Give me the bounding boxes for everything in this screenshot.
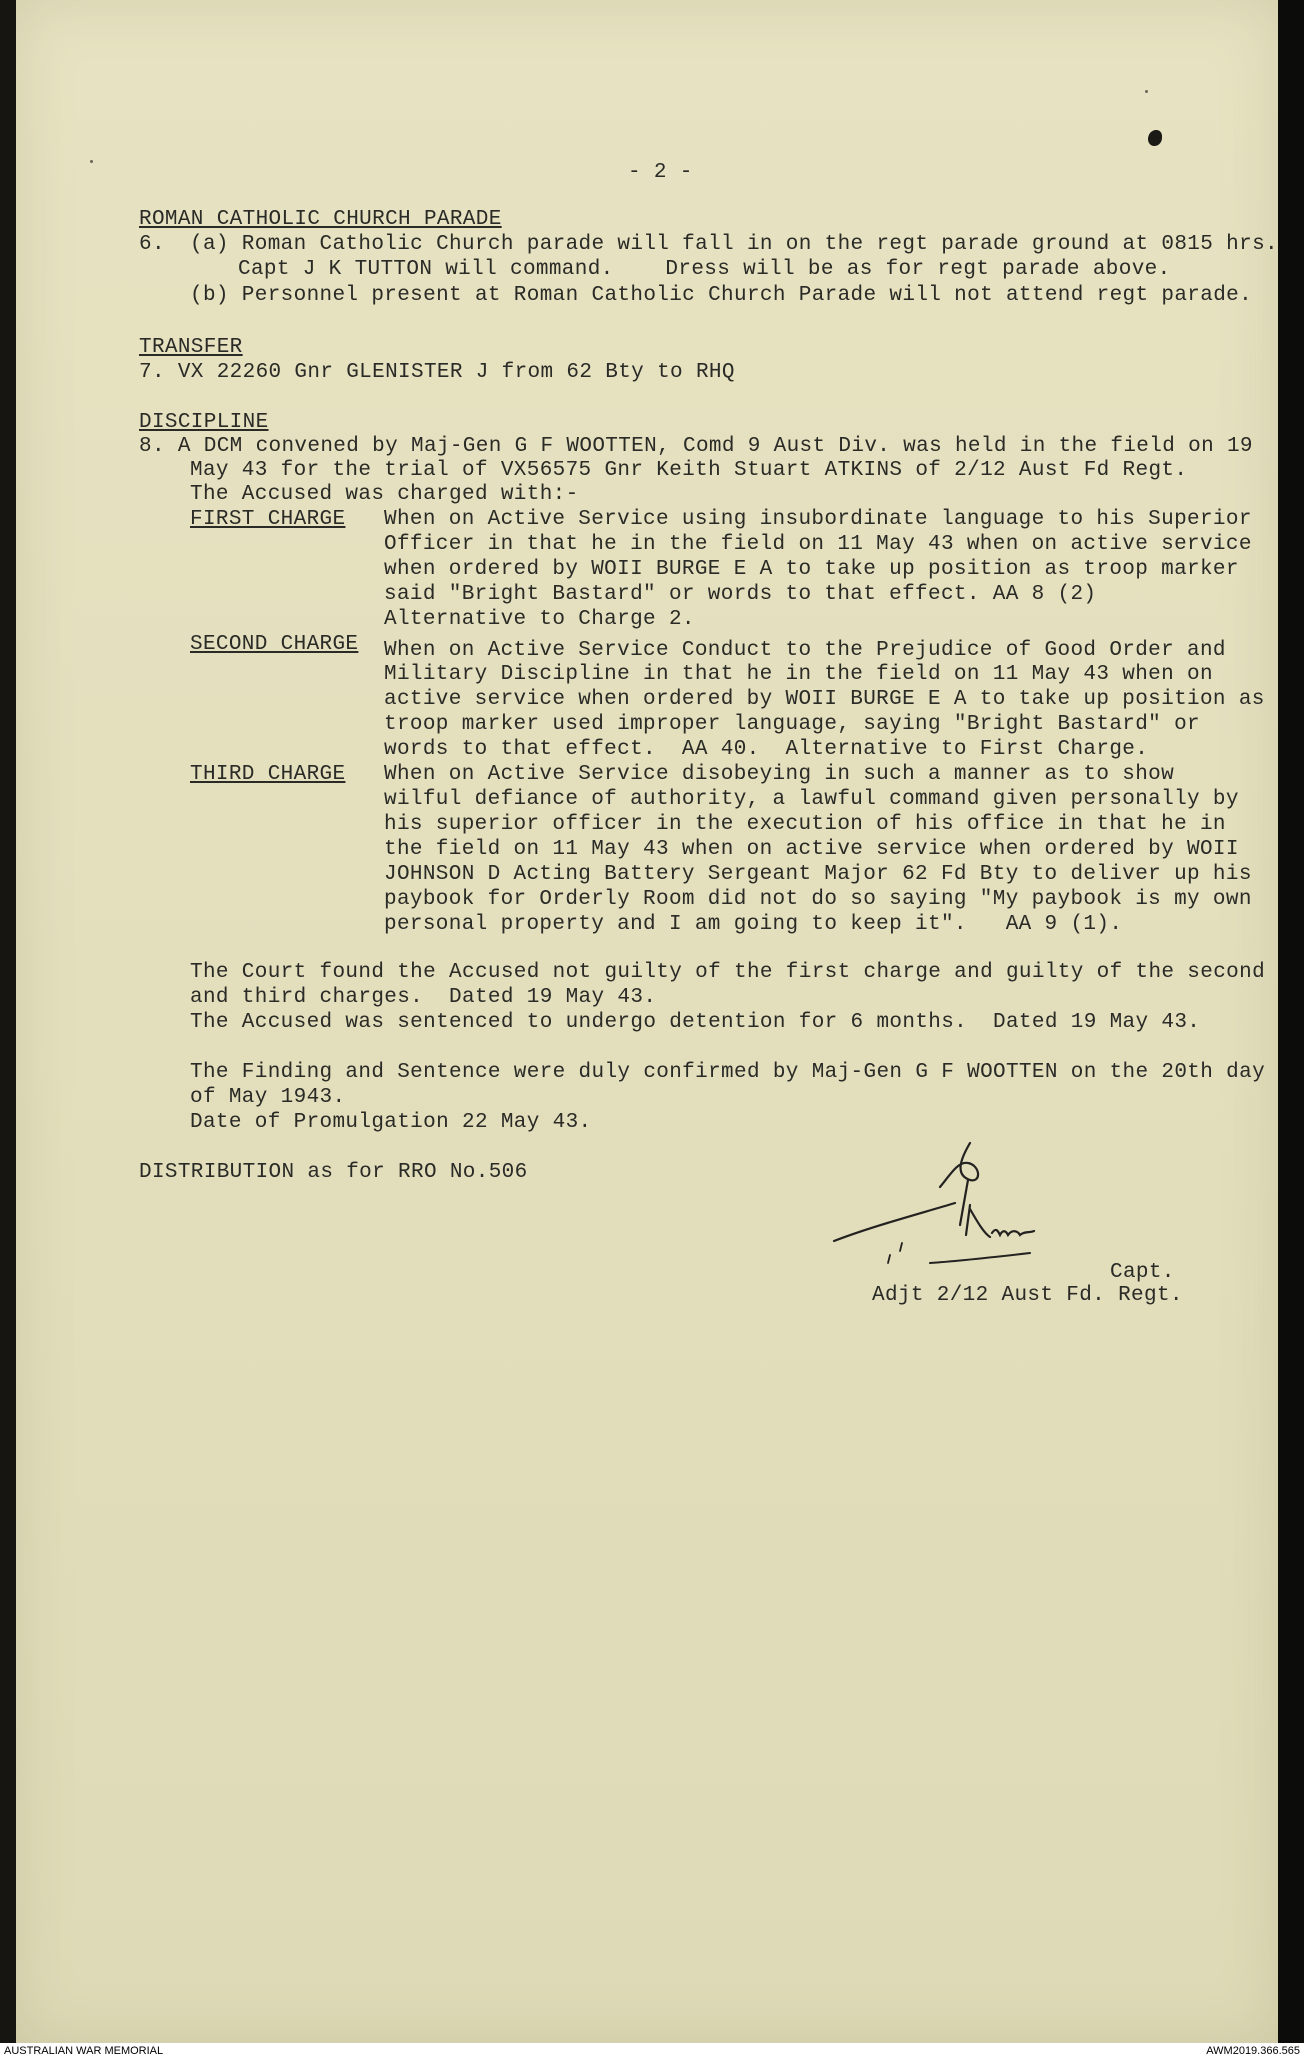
footer-accession-number: AWM2019.366.565 — [1206, 2045, 1300, 2057]
third-charge-line: personal property and I am going to keep it". AA 9 (1). — [384, 913, 1123, 936]
second-charge-line: Military Discipline in that he in the field on 11 May 43 when on — [384, 663, 1213, 686]
promulgation-line: Date of Promulgation 22 May 43. — [190, 1111, 592, 1134]
archive-footer — [0, 2043, 1304, 2061]
second-charge-line: When on Active Service Conduct to the Prejudice of Good Order and — [384, 639, 1226, 662]
third-charge-line: When on Active Service disobeying in such a manner as to show — [384, 763, 1175, 786]
first-charge-label: FIRST CHARGE — [190, 508, 346, 531]
heading-transfer: TRANSFER — [139, 336, 243, 359]
first-charge-line: Officer in that he in the field on 11 May 43 when on active service — [384, 533, 1252, 556]
footer-institution: AUSTRALIAN WAR MEMORIAL — [4, 2045, 164, 2057]
rc-parade-a-line2: Capt J K TUTTON will command. Dress will be as for regt parade above. — [238, 258, 1171, 281]
page-number: - 2 - — [628, 161, 693, 184]
heading-discipline: DISCIPLINE — [139, 411, 269, 434]
paper-speck — [90, 160, 93, 163]
heading-rc-parade: ROMAN CATHOLIC CHURCH PARADE — [139, 208, 502, 231]
discipline-line3: The Accused was charged with:- — [190, 483, 579, 506]
finding-line2: and third charges. Dated 19 May 43. — [190, 986, 657, 1009]
paper-speck — [1145, 90, 1148, 93]
signature-appointment: Adjt 2/12 Aust Fd. Regt. — [872, 1284, 1183, 1307]
third-charge-line: wilful defiance of authority, a lawful command given personally by — [384, 788, 1239, 811]
rc-parade-b-line: (b) Personnel present at Roman Catholic Church Parade will not attend regt parade. — [190, 284, 1253, 307]
discipline-line1: 8. A DCM convened by Maj-Gen G F WOOTTEN, Comd 9 Aust Div. was held in the field on 19 — [139, 435, 1253, 458]
second-charge-line: words to that effect. AA 40. Alternative to First Charge. — [384, 738, 1149, 761]
confirmation-line1: The Finding and Sentence were duly confirmed by Maj-Gen G F WOOTTEN on the 20th day — [190, 1061, 1266, 1084]
scan-edge — [1278, 0, 1304, 2043]
rc-parade-a-line1: (a) Roman Catholic Church parade will fall in on the regt parade ground at 0815 hrs. — [190, 233, 1278, 256]
first-charge-line: When on Active Service using insubordinate language to his Superior — [384, 508, 1252, 531]
confirmation-line2: of May 1943. — [190, 1086, 346, 1109]
item-number-6: 6. — [139, 233, 165, 256]
distribution-line: DISTRIBUTION as for RRO No.506 — [139, 1161, 528, 1184]
sentence-line: The Accused was sentenced to undergo detention for 6 months. Dated 19 May 43. — [190, 1011, 1201, 1034]
handwritten-signature — [820, 1135, 1060, 1275]
signature-rank: Capt. — [1110, 1261, 1175, 1284]
second-charge-line: troop marker used improper language, saying "Bright Bastard" or — [384, 713, 1200, 736]
first-charge-line: said "Bright Bastard" or words to that effect. AA 8 (2) — [384, 583, 1097, 606]
third-charge-line: his superior officer in the execution of his office in that he in — [384, 813, 1226, 836]
discipline-line2: May 43 for the trial of VX56575 Gnr Keith Stuart ATKINS of 2/12 Aust Fd Regt. — [190, 459, 1188, 482]
second-charge-line: active service when ordered by WOII BURGE E A to take up position as — [384, 688, 1265, 711]
finding-line1: The Court found the Accused not guilty of the first charge and guilty of the second — [190, 961, 1266, 984]
first-charge-line: when ordered by WOII BURGE E A to take up position as troop marker — [384, 558, 1239, 581]
third-charge-line: JOHNSON D Acting Battery Sergeant Major 62 Fd Bty to deliver up his — [384, 863, 1252, 886]
third-charge-line: the field on 11 May 43 when on active service when ordered by WOII — [384, 838, 1239, 861]
third-charge-line: paybook for Orderly Room did not do so saying "My paybook is my own — [384, 888, 1252, 911]
first-charge-line: Alternative to Charge 2. — [384, 608, 695, 631]
second-charge-label: SECOND CHARGE — [190, 633, 359, 656]
transfer-line: 7. VX 22260 Gnr GLENISTER J from 62 Bty to RHQ — [139, 361, 735, 384]
third-charge-label: THIRD CHARGE — [190, 763, 346, 786]
